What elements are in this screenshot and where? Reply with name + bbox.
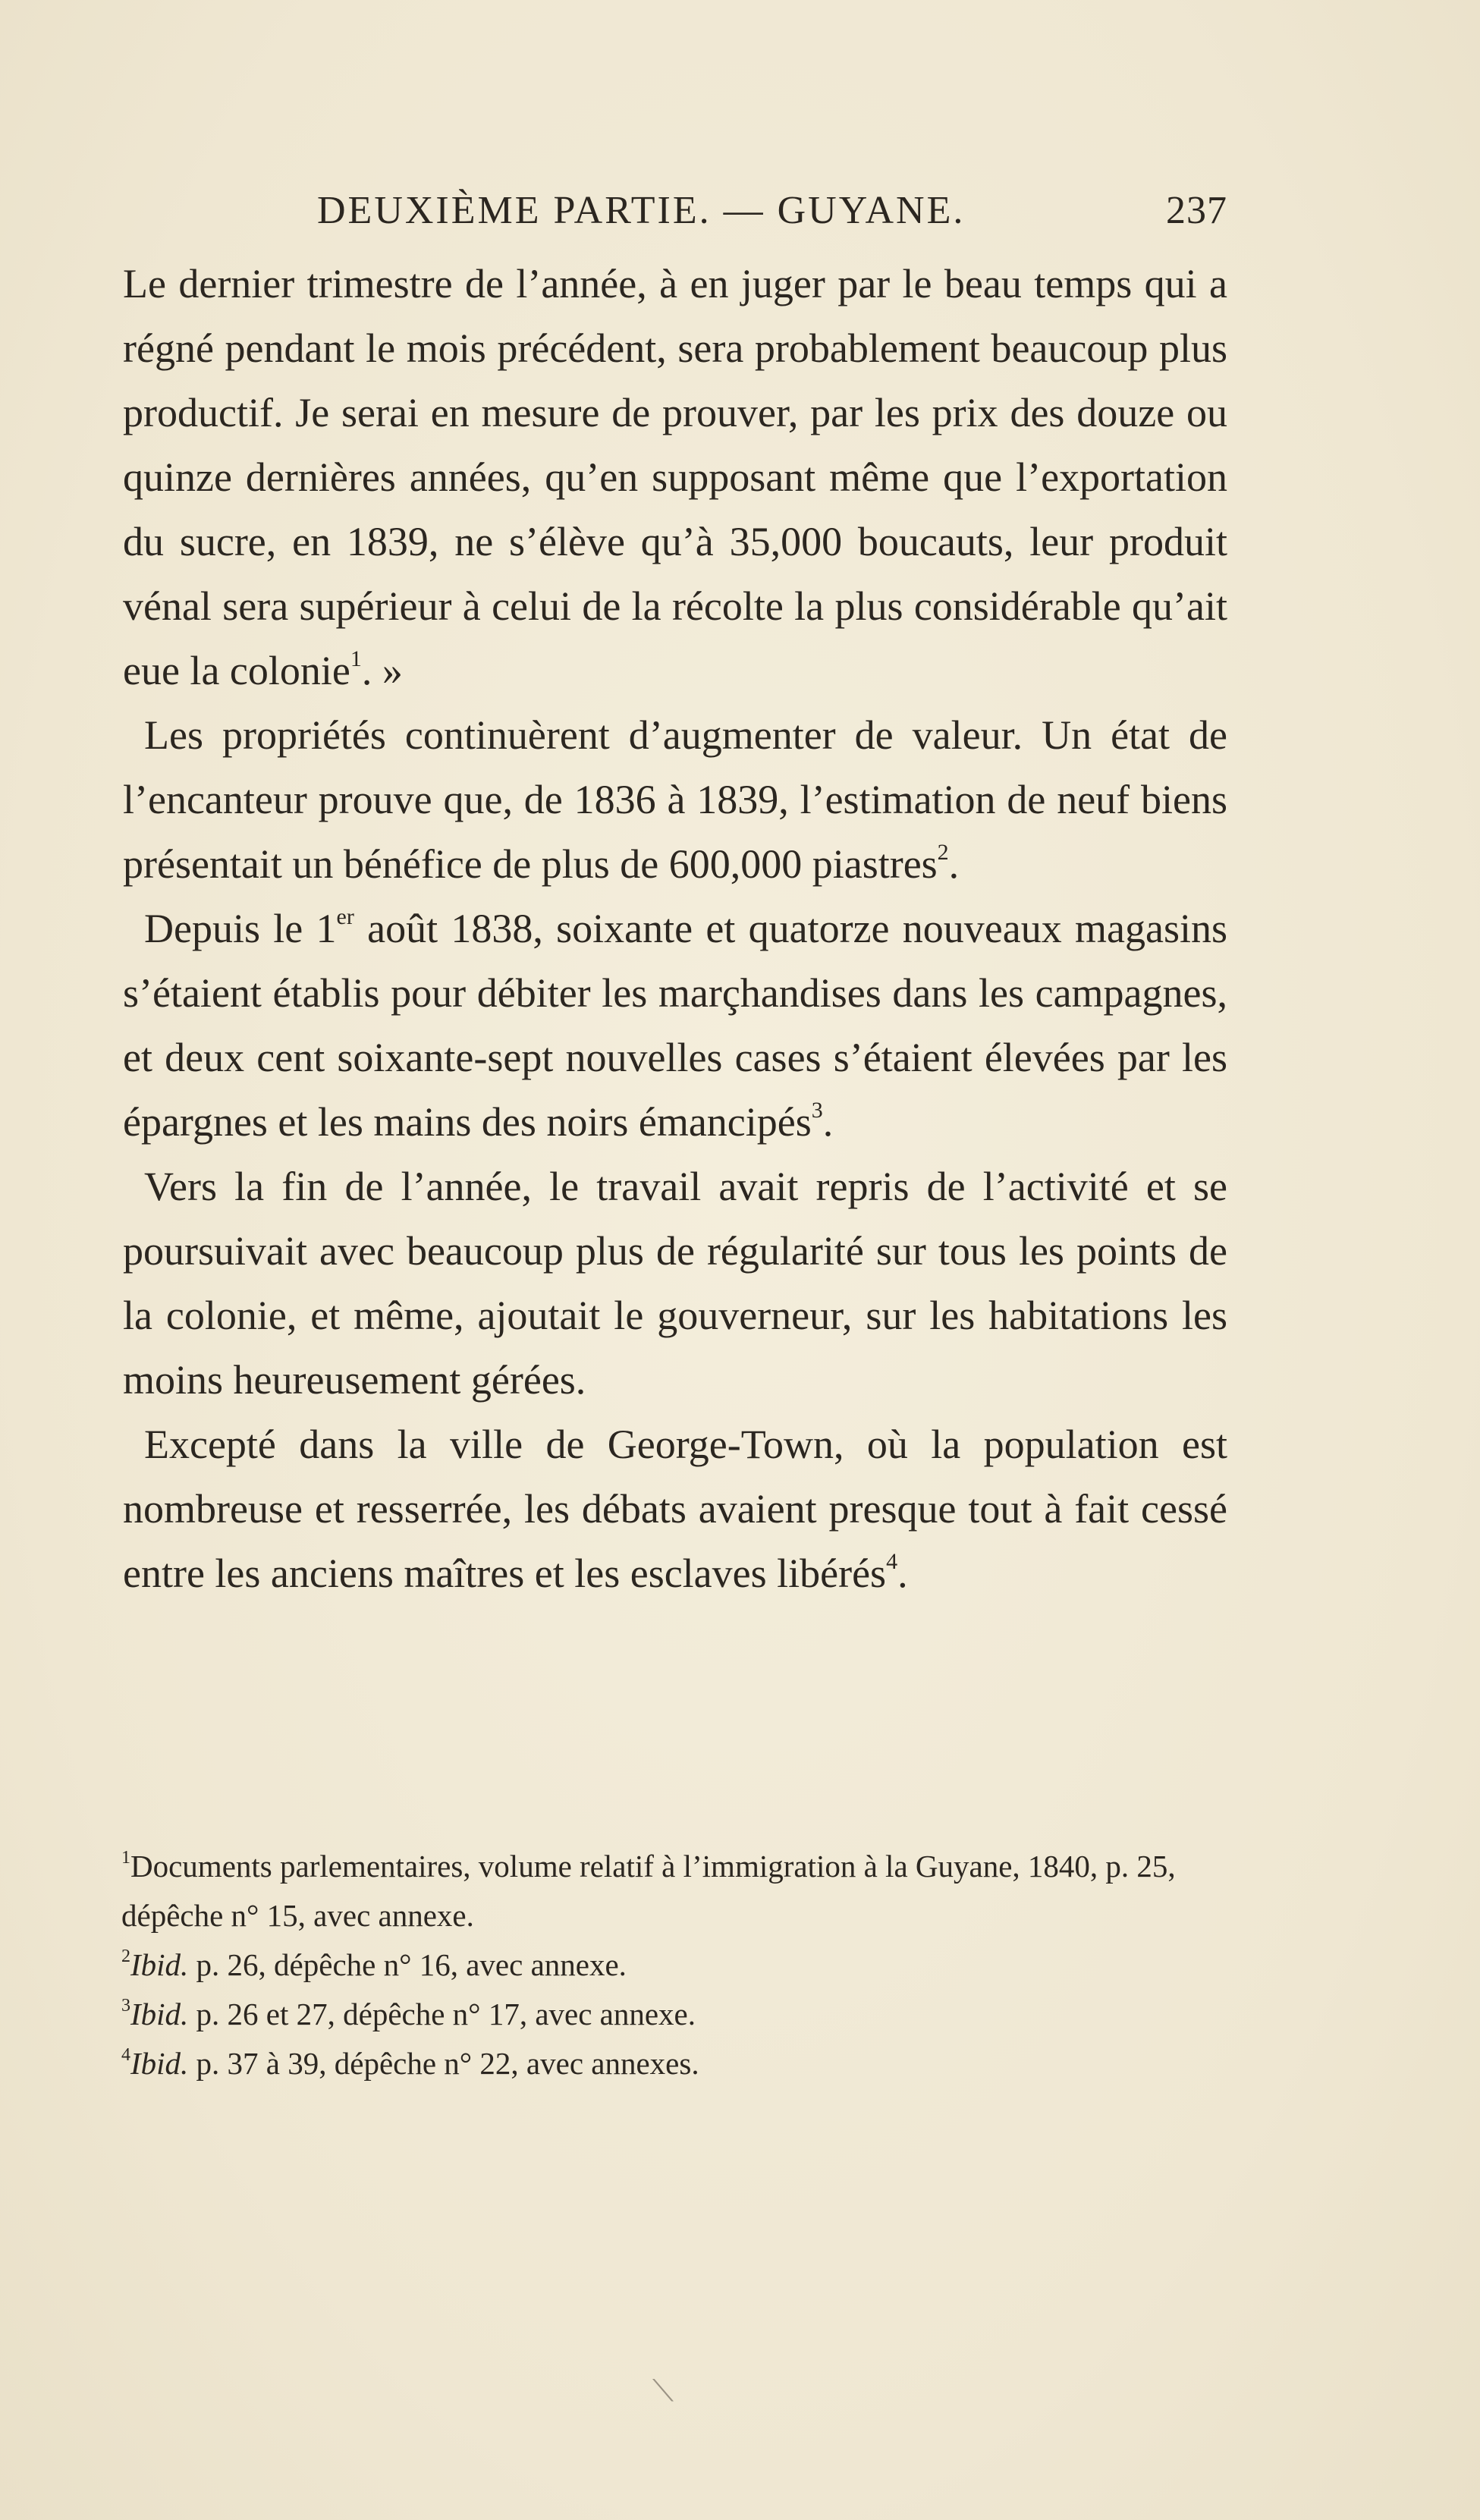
- paragraph-3: Depuis le 1er août 1838, soixante et quatorze nouveaux magasins s’étaient établis pour débiter les marçhandises dans les campagnes, et deux cent soixante-sept nouvelles cases s’étaient élevées par les épargnes et les mains des noirs émancipés$^3$.: [123, 904, 1227, 1145]
- paragraph-2: Les propriétés continuèrent d’augmenter de valeur. Un état de l’encanteur prouve que, de 1836 à 1839, l’estimation de neuf biens présentait un bénéfice de plus de 600,000 piastres$^2$.: [123, 712, 1227, 887]
- body-text: [123, 252, 1227, 1606]
- page-header: [317, 188, 1227, 249]
- footnote-4: $^4$Ibid. p. 37 à 39, dépêche n° 22, avec annexes.: [121, 2045, 699, 2081]
- running-title: DEUXIÈME PARTIE. — GUYANE.: [317, 189, 966, 232]
- footnote-ref-2: 2: [937, 840, 949, 865]
- footnote-ref-1: 1: [350, 646, 362, 671]
- footnote-ref-3: 3: [811, 1098, 823, 1123]
- footnote-3: $^3$Ibid. p. 26 et 27, dépêche n° 17, avec annexe.: [121, 1996, 696, 2031]
- ordinal-suffix: er: [336, 904, 354, 929]
- paper-speck: ⟍: [652, 2374, 674, 2408]
- footnote-2: $^2$Ibid. p. 26, dépêche n° 16, avec annexe.: [121, 1947, 627, 1982]
- paragraph-4: Vers la fin de l’année, le travail avait repris de l’activité et se poursuivait avec beaucoup plus de régularité sur tous les points de la colonie, et même, ajoutait le gouverneur, sur les habitations les moins heureusement gérées.: [123, 1164, 1227, 1403]
- paragraph-1: Le dernier trimestre de l’année, à en juger par le beau temps qui a régné pendant le mois précédent, sera probablement beaucoup plus productif. Je serai en mesure de prouver, par les prix des douze ou quinze dernières années, qu’en supposant même que l’exportation du sucre, en 1839, ne s’élève qu’à 35,000 boucauts, leur produit vénal sera supérieur à celui de la récolte la plus considérable qu’ait eue la colonie$^1$. »: [123, 261, 1227, 693]
- paragraph-5: Excepté dans la ville de George-Town, où la population est nombreuse et resserrée, les débats avaient presque tout à fait cessé entre les anciens maîtres et les esclaves libérés$^4$.: [123, 1422, 1227, 1596]
- footnote-1: $^1$Documents parlementaires, volume relatif à l’immigration à la Guyane, 1840, p. 25, dépêche n° 15, avec annexe.: [121, 1848, 1176, 1933]
- footnotes: [100, 1842, 1227, 2088]
- footnote-ref-4: 4: [886, 1549, 898, 1574]
- page-number: 237: [1166, 189, 1227, 232]
